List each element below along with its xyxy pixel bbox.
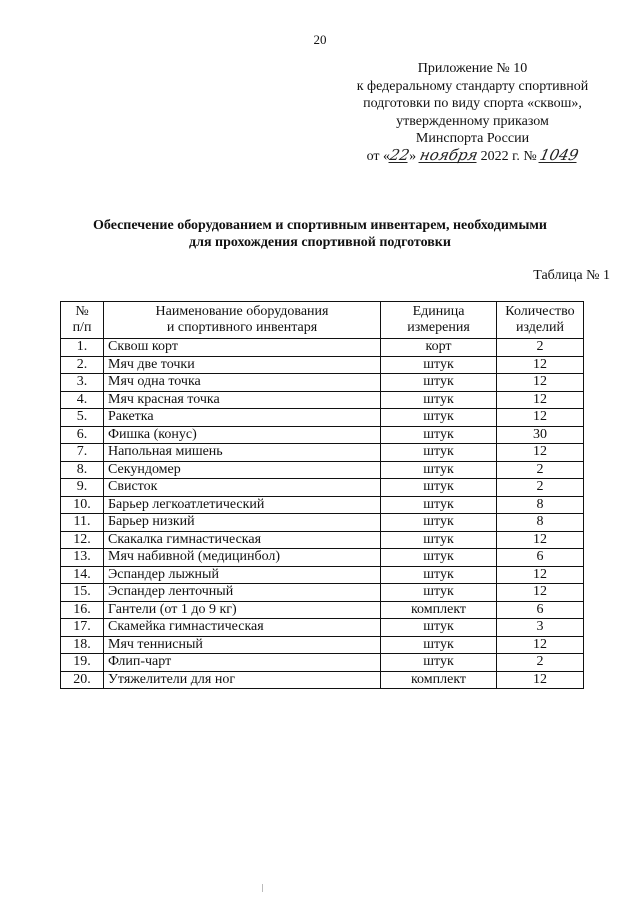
cell-unit: корт xyxy=(381,339,497,357)
cell-qty: 3 xyxy=(497,619,584,637)
cell-qty: 12 xyxy=(497,356,584,374)
cell-num: 17. xyxy=(61,619,104,637)
cell-qty: 6 xyxy=(497,601,584,619)
header-text: п/п xyxy=(72,320,92,335)
header-text: Наименование оборудования xyxy=(155,304,329,319)
cell-name: Свисток xyxy=(104,479,381,497)
cell-name: Фишка (конус) xyxy=(104,426,381,444)
cell-unit: комплект xyxy=(381,601,497,619)
title-line: Обеспечение оборудованием и спортивным инвентарем, необходимыми xyxy=(93,218,547,233)
header-text: № xyxy=(75,304,89,319)
cell-qty: 6 xyxy=(497,549,584,567)
table-row xyxy=(61,339,584,357)
cell-name: Напольная мишень xyxy=(104,444,381,462)
cell-unit: штук xyxy=(381,636,497,654)
header-unit xyxy=(381,302,497,339)
cell-unit: штук xyxy=(381,444,497,462)
cell-name: Скакалка гимнастическая xyxy=(104,531,381,549)
table-row xyxy=(61,566,584,584)
cell-num: 5. xyxy=(61,409,104,427)
equipment-table xyxy=(60,301,584,689)
cell-unit: штук xyxy=(381,514,497,532)
table-row xyxy=(61,426,584,444)
cell-num: 3. xyxy=(61,374,104,392)
cell-name: Барьер низкий xyxy=(104,514,381,532)
table-row xyxy=(61,619,584,637)
table-row xyxy=(61,531,584,549)
cell-unit: штук xyxy=(381,566,497,584)
cell-name: Скамейка гимнастическая xyxy=(104,619,381,637)
table-row xyxy=(61,654,584,672)
page-number: 20 xyxy=(313,32,327,47)
order-date-line xyxy=(340,145,605,166)
date-prefix: от « xyxy=(366,148,391,164)
table-row xyxy=(61,584,584,602)
table-row xyxy=(61,391,584,409)
table-row xyxy=(61,514,584,532)
header-text: и спортивного инвентаря xyxy=(166,320,318,335)
handwritten-month: ноября xyxy=(417,145,480,164)
header-text: изделий xyxy=(515,320,565,335)
cell-name: Секундомер xyxy=(104,461,381,479)
table-label: Таблица № 1 xyxy=(533,268,610,283)
table-row xyxy=(61,636,584,654)
cell-num: 1. xyxy=(61,339,104,357)
table-row xyxy=(61,671,584,689)
cell-unit: штук xyxy=(381,584,497,602)
cell-num: 2. xyxy=(61,356,104,374)
cell-qty: 2 xyxy=(497,461,584,479)
cell-qty: 12 xyxy=(497,409,584,427)
cell-unit: штук xyxy=(381,496,497,514)
cell-num: 6. xyxy=(61,426,104,444)
cell-num: 4. xyxy=(61,391,104,409)
cell-qty: 12 xyxy=(497,636,584,654)
cell-qty: 2 xyxy=(497,479,584,497)
cell-unit: штук xyxy=(381,531,497,549)
document-title xyxy=(0,217,640,251)
header-text: Количество xyxy=(505,304,575,319)
table-row xyxy=(61,444,584,462)
cell-num: 8. xyxy=(61,461,104,479)
header-num xyxy=(61,302,104,339)
table-row xyxy=(61,496,584,514)
scan-mark xyxy=(262,884,263,892)
handwritten-day: 22 xyxy=(388,145,412,164)
cell-qty: 12 xyxy=(497,584,584,602)
appendix-line: подготовки по виду спорта «сквош», xyxy=(363,96,582,111)
appendix-line: к федеральному стандарту спортивной xyxy=(356,78,589,94)
cell-unit: штук xyxy=(381,549,497,567)
cell-qty: 12 xyxy=(497,444,584,462)
table-header-row xyxy=(61,302,584,339)
cell-unit: штук xyxy=(381,479,497,497)
cell-unit: штук xyxy=(381,374,497,392)
cell-name: Сквош корт xyxy=(104,339,381,357)
appendix-title: Приложение № 10 xyxy=(417,61,528,76)
cell-unit: штук xyxy=(381,426,497,444)
cell-num: 13. xyxy=(61,549,104,567)
title-line: для прохождения спортивной подготовки xyxy=(189,235,451,250)
header-qty xyxy=(497,302,584,339)
cell-qty: 12 xyxy=(497,531,584,549)
cell-name: Ракетка xyxy=(104,409,381,427)
cell-num: 7. xyxy=(61,444,104,462)
cell-unit: штук xyxy=(381,654,497,672)
cell-num: 14. xyxy=(61,566,104,584)
cell-name: Мяч теннисный xyxy=(104,636,381,654)
cell-unit: штук xyxy=(381,619,497,637)
header-text: измерения xyxy=(407,320,470,335)
cell-num: 18. xyxy=(61,636,104,654)
cell-num: 11. xyxy=(61,514,104,532)
cell-name: Эспандер ленточный xyxy=(104,584,381,602)
cell-qty: 2 xyxy=(497,654,584,672)
cell-name: Гантели (от 1 до 9 кг) xyxy=(104,601,381,619)
cell-name: Мяч набивной (медицинбол) xyxy=(104,549,381,567)
cell-qty: 2 xyxy=(497,339,584,357)
table-row xyxy=(61,479,584,497)
cell-num: 10. xyxy=(61,496,104,514)
date-mid: » xyxy=(409,148,417,164)
cell-name: Утяжелители для ног xyxy=(104,671,381,689)
appendix-line: Минспорта России xyxy=(415,131,530,146)
cell-qty: 12 xyxy=(497,391,584,409)
cell-num: 16. xyxy=(61,601,104,619)
appendix-header xyxy=(340,60,605,165)
cell-name: Мяч красная точка xyxy=(104,391,381,409)
cell-name: Флип-чарт xyxy=(104,654,381,672)
cell-unit: штук xyxy=(381,391,497,409)
table-row xyxy=(61,356,584,374)
table-row xyxy=(61,601,584,619)
cell-name: Барьер легкоатлетический xyxy=(104,496,381,514)
cell-unit: штук xyxy=(381,409,497,427)
appendix-line: утвержденному приказом xyxy=(396,113,549,129)
cell-num: 12. xyxy=(61,531,104,549)
cell-num: 19. xyxy=(61,654,104,672)
cell-unit: штук xyxy=(381,461,497,479)
cell-name: Мяч две точки xyxy=(104,356,381,374)
cell-unit: комплект xyxy=(381,671,497,689)
cell-qty: 12 xyxy=(497,374,584,392)
table-row xyxy=(61,549,584,567)
cell-qty: 30 xyxy=(497,426,584,444)
cell-qty: 12 xyxy=(497,671,584,689)
cell-name: Мяч одна точка xyxy=(104,374,381,392)
table-row xyxy=(61,374,584,392)
cell-num: 20. xyxy=(61,671,104,689)
table-row xyxy=(61,409,584,427)
cell-qty: 8 xyxy=(497,496,584,514)
table-body xyxy=(61,339,584,689)
header-text: Единица xyxy=(412,304,465,319)
cell-qty: 12 xyxy=(497,566,584,584)
cell-qty: 8 xyxy=(497,514,584,532)
cell-num: 15. xyxy=(61,584,104,602)
handwritten-order-number: 1049 xyxy=(538,145,581,164)
header-name xyxy=(104,302,381,339)
table-row xyxy=(61,461,584,479)
cell-unit: штук xyxy=(381,356,497,374)
cell-name: Эспандер лыжный xyxy=(104,566,381,584)
cell-num: 9. xyxy=(61,479,104,497)
year-part: 2022 г. № xyxy=(480,148,537,164)
